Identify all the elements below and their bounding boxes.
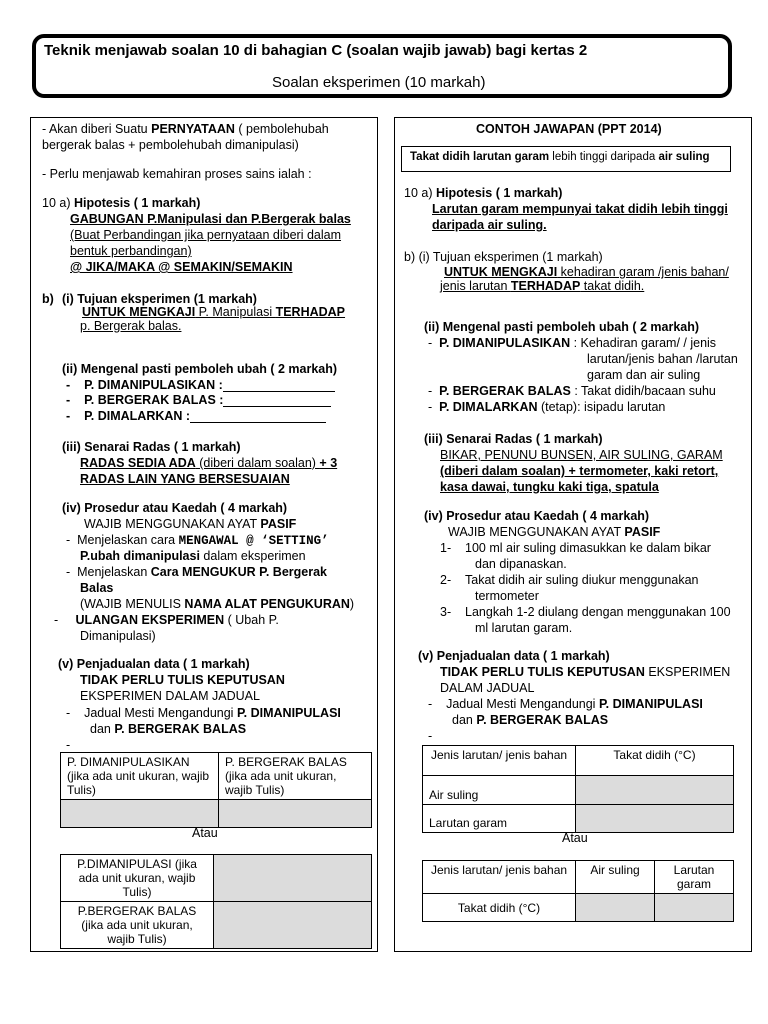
left-aim-line1: UNTUK MENGKAJI P. Manipulasi TERHADAP [82, 305, 346, 319]
left-aim-heading: (i) Tujuan eksperimen (1 markah) [62, 292, 257, 306]
right-table-2-header1: Jenis larutan/ jenis bahan [423, 861, 576, 894]
left-procedure-line2: - Menjelaskan cara MENGAWAL @ ‘SETTING’ [66, 533, 329, 548]
right-atau: Atau [562, 831, 588, 845]
left-hypothesis-heading: 10 a) Hipotesis ( 1 markah) [42, 196, 201, 210]
right-table-2-row1: Takat didih (°C) [423, 894, 576, 922]
right-table-1-row2: Larutan garam [423, 805, 576, 833]
right-procedure-step1: 1- 100 ml air suling dimasukkan ke dalam bikar [440, 541, 711, 555]
page-title: Teknik menjawab soalan 10 di bahagian C (soalan wajib jawab) bagi kertas 2 [44, 42, 588, 59]
right-table-line4: dan P. BERGERAK BALAS [452, 713, 609, 727]
left-hypothesis-line2: (Buat Perbandingan jika pernyataan diberi dalam [70, 228, 342, 242]
right-variable-responding: - P. BERGERAK BALAS : Takat didih/bacaan suhu [428, 384, 716, 398]
right-table-2 [422, 860, 734, 922]
right-procedure-heading: (iv) Prosedur atau Kaedah ( 4 markah) [424, 509, 650, 523]
right-table-heading: (v) Penjadualan data ( 1 markah) [418, 649, 610, 663]
right-heading: CONTOH JAWAPAN (PPT 2014) [476, 122, 662, 136]
left-table-1-cell [219, 800, 372, 828]
right-table-line1: TIDAK PERLU TULIS KEPUTUSAN EKSPERIMEN [440, 665, 731, 679]
left-apparatus-heading: (iii) Senarai Radas ( 1 markah) [62, 440, 241, 454]
right-procedure-line1: WAJIB MENGGUNAKAN AYAT PASIF [448, 525, 661, 539]
left-table-2-cell [214, 855, 372, 902]
right-table-1-row1: Air suling [423, 776, 576, 805]
right-variable-constant: - P. DIMALARKAN (tetap): isipadu larutan [428, 400, 666, 414]
right-procedure-step3-cont: ml larutan garam. [475, 621, 573, 635]
left-procedure-line7: - ULANGAN EKSPERIMEN ( Ubah P. [54, 613, 279, 627]
left-table-1 [60, 752, 372, 828]
right-procedure-step2: 2- Takat didih air suling diukur menggunakan [440, 573, 699, 587]
left-table-line4: dan P. BERGERAK BALAS [90, 722, 247, 736]
left-table-line1: TIDAK PERLU TULIS KEPUTUSAN [80, 673, 285, 687]
left-table-1-col2: P. BERGERAK BALAS (jika ada unit ukuran, wajib Tulis) [219, 753, 372, 800]
right-procedure-step1-cont: dan dipanaskan. [475, 557, 567, 571]
left-intro-line2: bergerak balas + pembolehubah dimanipulasi) [42, 138, 299, 152]
right-aim-line1: UNTUK MENGKAJI kehadiran garam /jenis bahan/ [444, 265, 729, 279]
right-variable-manipulated-cont1: larutan/jenis bahan /larutan [587, 352, 738, 366]
left-table-2-row1: P.DIMANIPULASI (jika ada unit ukuran, wajib Tulis) [61, 855, 214, 902]
statement-text: Takat didih larutan garam lebih tinggi daripada air suling [410, 151, 710, 163]
right-procedure-step3: 3- Langkah 1-2 diulang dengan menggunakan 100 [440, 605, 731, 619]
left-table-line2: EKSPERIMEN DALAM JADUAL [80, 689, 260, 703]
right-hypothesis-heading: 10 a) Hipotesis ( 1 markah) [404, 186, 563, 200]
left-hypothesis-line3: bentuk perbandingan) [70, 244, 192, 258]
left-table-1-col1: P. DIMANIPULASIKAN (jika ada unit ukuran, wajib Tulis) [61, 753, 219, 800]
right-table-2-header3: Larutan garam [655, 861, 734, 894]
right-variable-manipulated: - P. DIMANIPULASIKAN : Kehadiran garam/ / jenis [428, 336, 717, 350]
left-procedure-line6: (WAJIB MENULIS NAMA ALAT PENGUKURAN) [80, 597, 355, 611]
right-apparatus-heading: (iii) Senarai Radas ( 1 markah) [424, 432, 603, 446]
right-table-2-header2: Air suling [576, 861, 655, 894]
right-hypothesis-line1: Larutan garam mempunyai takat didih lebih tinggi [432, 202, 728, 216]
right-procedure-step2-cont: termometer [475, 589, 539, 603]
left-variables-heading: (ii) Mengenal pasti pemboleh ubah ( 2 markah) [62, 362, 338, 376]
right-aim-heading: b) (i) Tujuan eksperimen (1 markah) [404, 250, 603, 264]
right-variables-heading: (ii) Mengenal pasti pemboleh ubah ( 2 markah) [424, 320, 700, 334]
left-aim-line2: p. Bergerak balas. [80, 319, 182, 333]
left-table-2-row2: P.BERGERAK BALAS (jika ada unit ukuran, wajib Tulis) [61, 902, 214, 949]
left-procedure-line1: WAJIB MENGGUNAKAN AYAT PASIF [84, 517, 297, 531]
page-subtitle: Soalan eksperimen (10 markah) [272, 74, 486, 91]
left-procedure-heading: (iv) Prosedur atau Kaedah ( 4 markah) [62, 501, 288, 515]
left-hypothesis-line1: GABUNGAN P.Manipulasi dan P.Bergerak balas [70, 212, 351, 226]
right-table-1-header2: Takat didih (°C) [576, 746, 734, 776]
right-table-2-cell [576, 894, 655, 922]
right-aim-line2: jenis larutan TERHADAP takat didih. [440, 279, 645, 293]
left-intro-line1: - Akan diberi Suatu PERNYATAAN ( pembolehubah [42, 122, 329, 136]
left-procedure-line8: Dimanipulasi) [80, 629, 156, 643]
right-table-1-cell [576, 776, 734, 805]
right-table-line2: DALAM JADUAL [440, 681, 535, 695]
left-table-line3: - Jadual Mesti Mengandungi P. DIMANIPULASI [66, 706, 341, 720]
left-variable-responding: - P. BERGERAK BALAS : [66, 393, 331, 407]
right-hypothesis-line2: daripada air suling. [432, 218, 547, 232]
left-table-1-cell [61, 800, 219, 828]
left-b-number: b) [42, 292, 54, 306]
left-variable-manipulated: - P. DIMANIPULASIKAN : [66, 378, 335, 392]
left-procedure-line3: P.ubah dimanipulasi dalam eksperimen [80, 549, 306, 563]
left-procedure-line5: Balas [80, 581, 114, 595]
left-table-2 [60, 854, 372, 949]
right-variable-manipulated-cont2: garam dan air suling [587, 368, 701, 382]
left-table-heading: (v) Penjadualan data ( 1 markah) [58, 657, 250, 671]
left-hypothesis-line4: @ JIKA/MAKA @ SEMAKIN/SEMAKIN [70, 260, 293, 274]
left-apparatus-line1: RADAS SEDIA ADA (diberi dalam soalan) + 3 [80, 456, 338, 470]
right-table-dash: - [428, 729, 433, 743]
left-table-2-cell [214, 902, 372, 949]
left-table-dash: - [66, 738, 71, 752]
left-variable-constant: - P. DIMALARKAN : [66, 409, 326, 423]
right-table-1 [422, 745, 734, 833]
left-apparatus-line2: RADAS LAIN YANG BERSESUAIAN [80, 472, 290, 486]
right-table-line3: - Jadual Mesti Mengandungi P. DIMANIPULASI [428, 697, 703, 711]
left-procedure-line4: - Menjelaskan Cara MENGUKUR P. Bergerak [66, 565, 327, 579]
left-atau: Atau [192, 826, 218, 840]
right-apparatus-line2: (diberi dalam soalan) + termometer, kaki retort, [440, 464, 719, 478]
right-table-1-header1: Jenis larutan/ jenis bahan [423, 746, 576, 776]
right-apparatus-line3: kasa dawai, tungku kaki tiga, spatula [440, 480, 659, 494]
right-table-2-cell [655, 894, 734, 922]
right-apparatus-line1: BIKAR, PENUNU BUNSEN, AIR SULING, GARAM [440, 448, 723, 462]
right-table-1-cell [576, 805, 734, 833]
left-intro-line3: - Perlu menjawab kemahiran proses sains ialah : [42, 167, 312, 181]
